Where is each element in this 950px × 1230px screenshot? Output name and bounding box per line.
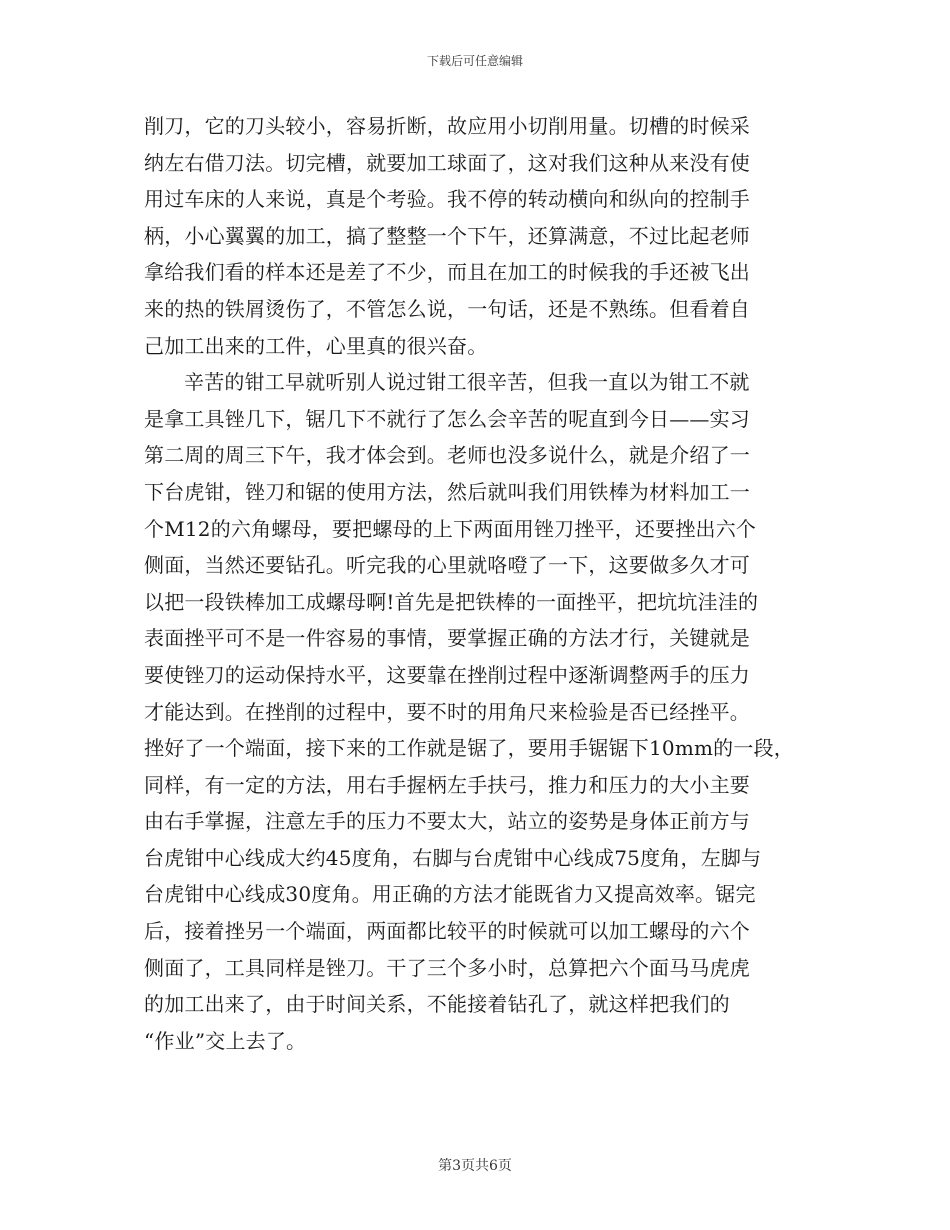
text-line: 由右手掌握，注意左手的压力不要太大，站立的姿势是身体正前方与 — [144, 809, 750, 834]
text-line: 来的热的铁屑烫伤了，不管怎么说，一句话，还是不熟练。但看着自 — [144, 296, 750, 321]
page-header: 下载后可任意编辑 — [426, 54, 523, 68]
text-line: 要使锉刀的运动保持水平，这要靠在挫削过程中逐渐调整两手的压力 — [144, 662, 750, 687]
text-line: 己加工出来的工件，心里真的很兴奋。 — [144, 333, 488, 358]
text-line: 用过车床的人来说，真是个考验。我不停的转动横向和纵向的控制手 — [144, 187, 750, 212]
text-line: 才能达到。在挫削的过程中，要不时的用角尺来检验是否已经挫平。 — [144, 699, 750, 724]
text-line: 同样，有一定的方法，用右手握柄左手扶弓，推力和压力的大小主要 — [144, 772, 750, 797]
text-line: 侧面了，工具同样是锉刀。干了三个多小时，总算把六个面马马虎虎 — [144, 955, 750, 980]
text-line: 是拿工具锉几下，锯几下不就行了怎么会辛苦的呢直到今日——实习 — [144, 406, 750, 431]
document-body — [144, 108, 812, 1059]
text-line: 柄，小心翼翼的加工，搞了整整一个下午，还算满意，不过比起老师 — [144, 223, 750, 248]
text-line: 纳左右借刀法。切完槽，就要加工球面了，这对我们这种从来没有使 — [144, 150, 750, 175]
text-line: 表面挫平可不是一件容易的事情，要掌握正确的方法才行，关键就是 — [144, 626, 750, 651]
text-line: 拿给我们看的样本还是差了不少，而且在加工的时候我的手还被飞出 — [144, 260, 750, 285]
text-line: 后，接着挫另一个端面，两面都比较平的时候就可以加工螺母的六个 — [144, 919, 750, 944]
text-line: 第二周的周三下午，我才体会到。老师也没多说什么，就是介绍了一 — [144, 443, 750, 468]
paragraph-start-line: 辛苦的钳工早就听别人说过钳工很辛苦，但我一直以为钳工不就 — [184, 370, 750, 395]
page-footer: 第3页共6页 — [438, 1158, 512, 1174]
text-line: 侧面，当然还要钻孔。听完我的心里就咯噔了一下，这要做多久才可 — [144, 553, 750, 578]
text-line: 的加工出来了，由于时间关系，不能接着钻孔了，就这样把我们的 — [144, 992, 730, 1017]
text-line: 以把一段铁棒加工成螺母啊!首先是把铁棒的一面挫平，把坑坑洼洼的 — [144, 589, 759, 614]
text-line: 个M12的六角螺母，要把螺母的上下两面用锉刀挫平，还要挫出六个 — [144, 516, 757, 541]
text-line: 削刀，它的刀头较小，容易折断，故应用小切削用量。切槽的时候采 — [144, 114, 750, 138]
text-line: 台虎钳中心线成大约45度角，右脚与台虎钳中心线成75度角，左脚与 — [144, 845, 762, 870]
text-line: 下台虎钳，锉刀和锯的使用方法，然后就叫我们用铁棒为材料加工一 — [144, 479, 750, 504]
text-line: “作业”交上去了。 — [144, 1028, 307, 1053]
text-line: 台虎钳中心线成30度角。用正确的方法才能既省力又提高效率。锯完 — [144, 882, 756, 907]
text-line: 挫好了一个端面，接下来的工作就是锯了，要用手锯锯下10mm的一段， — [144, 736, 794, 761]
